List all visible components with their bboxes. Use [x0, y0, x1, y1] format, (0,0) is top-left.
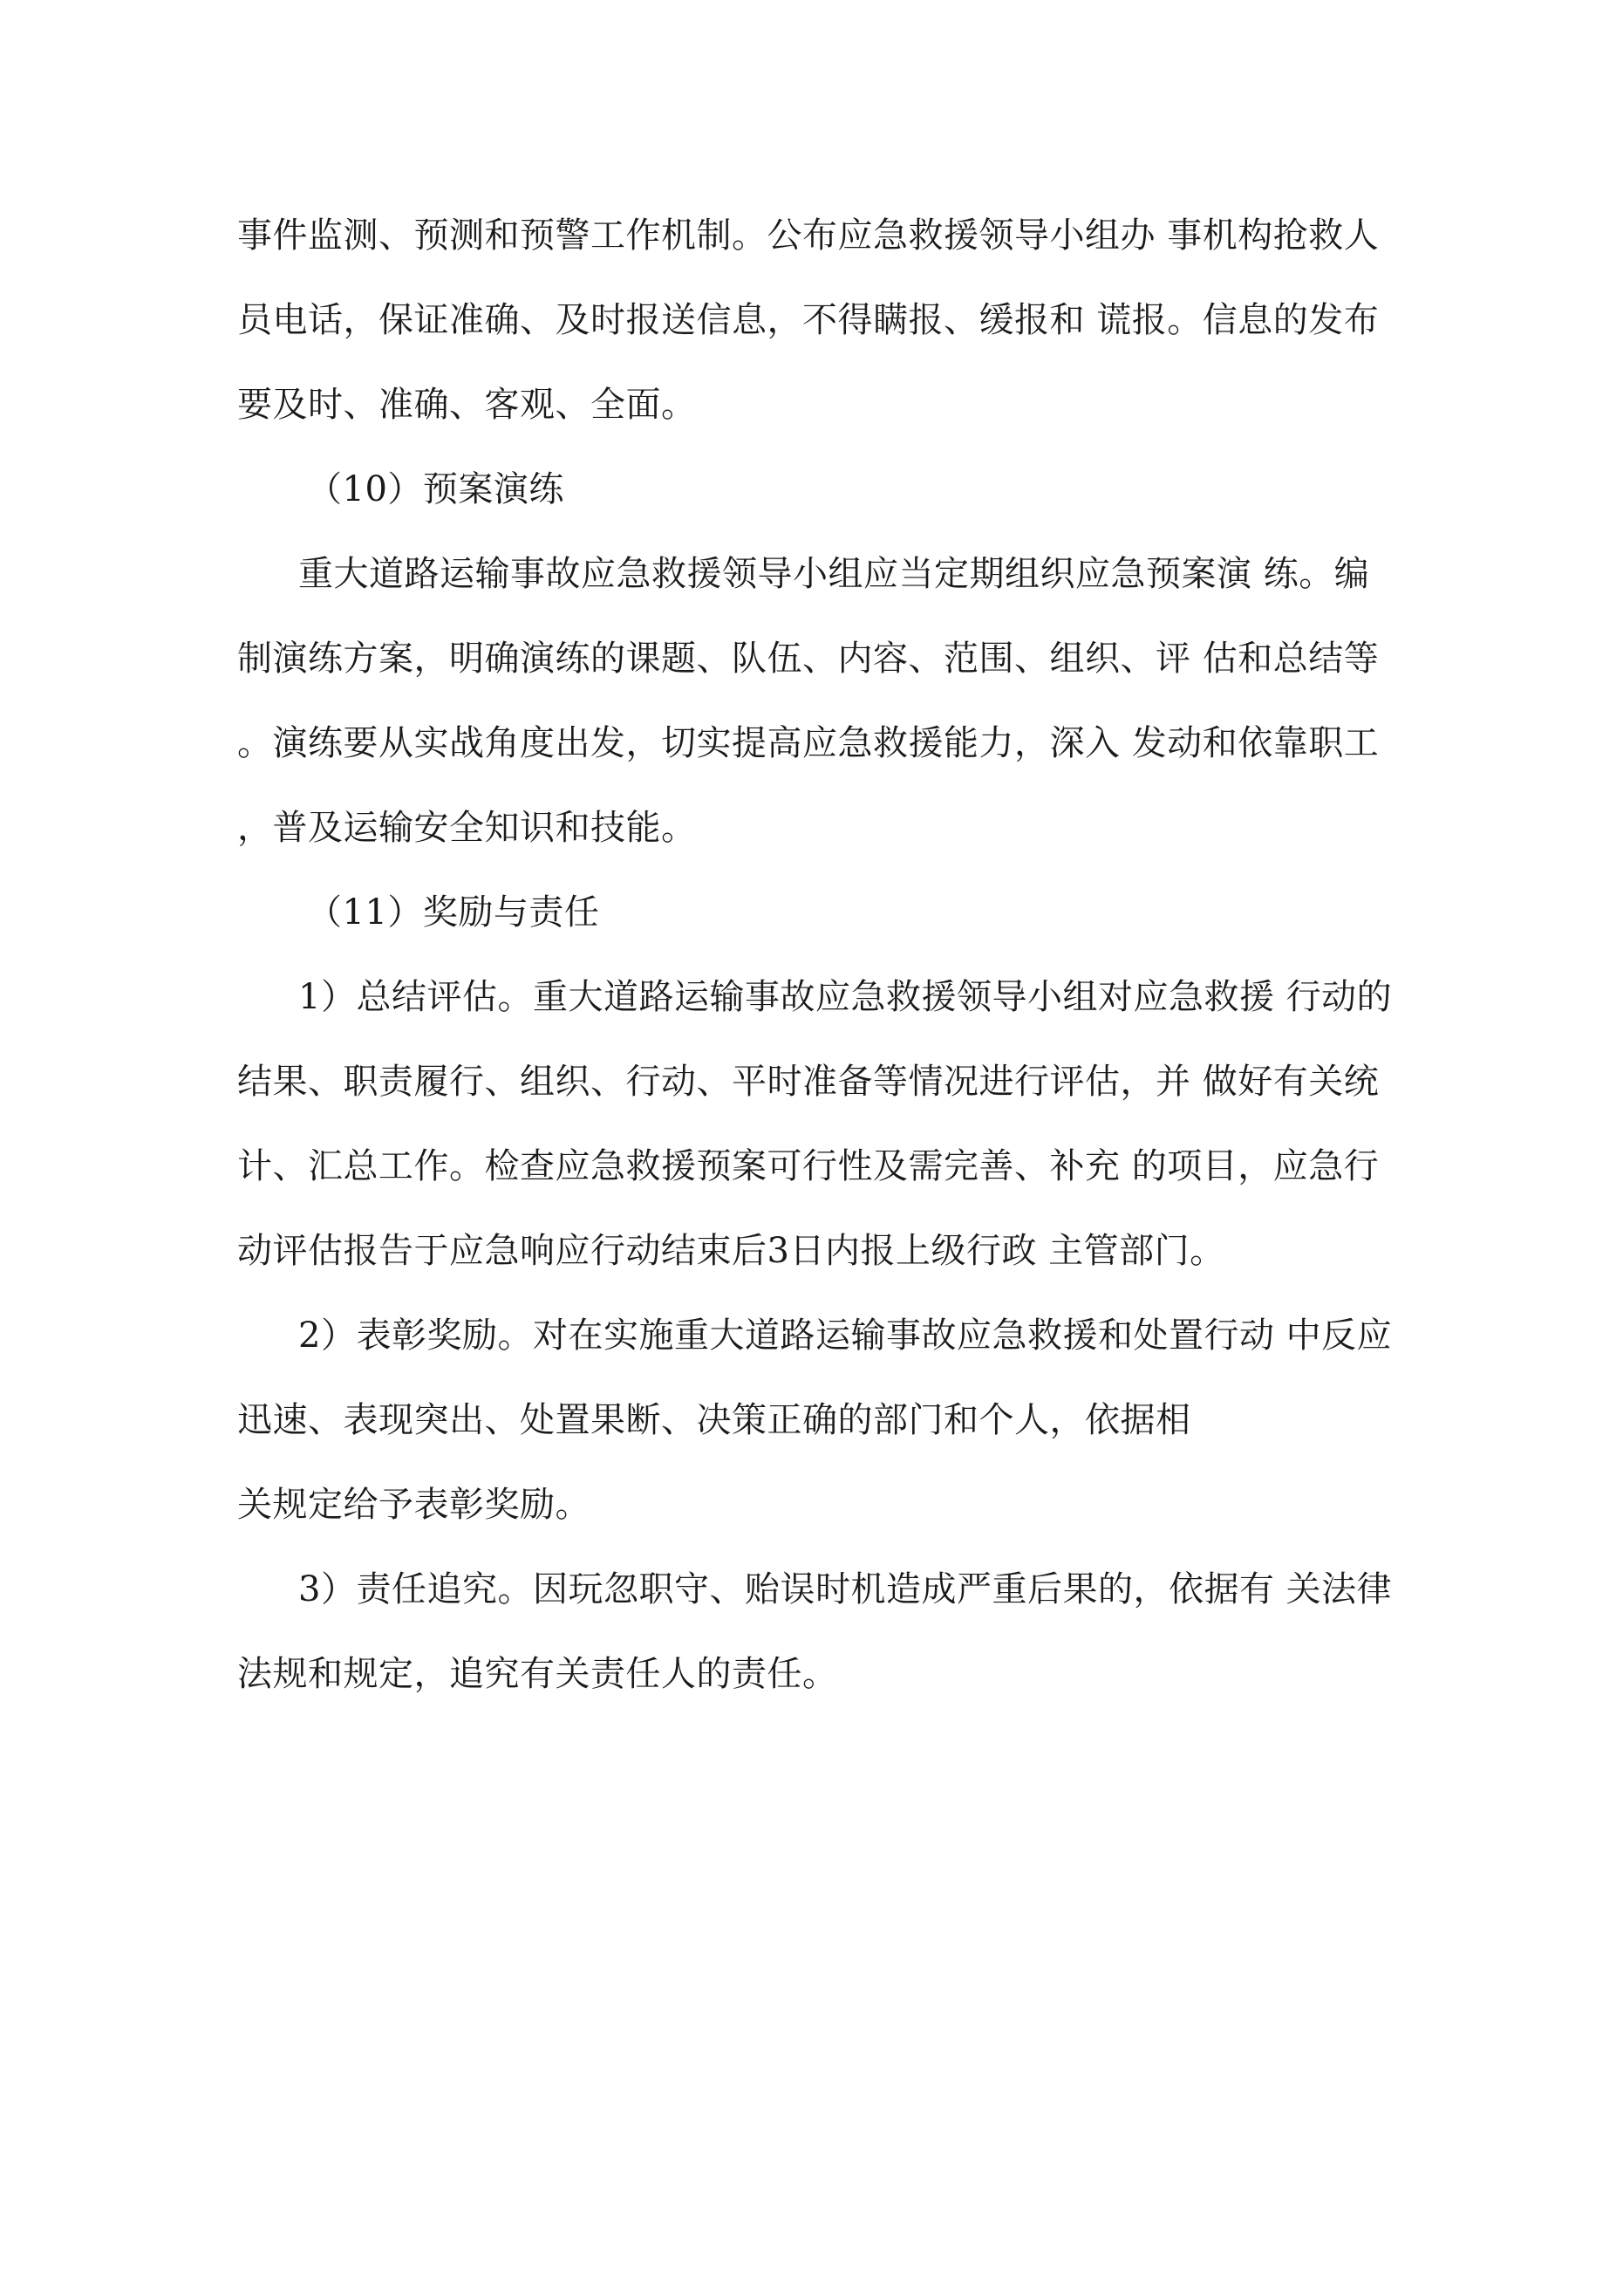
body-text-line: 关规定给予表彰奖励。 — [237, 1485, 590, 1525]
body-text-line: 计、汇总工作。检查应急救援预案可行性及需完善、补充 的项目，应急行 — [237, 1146, 1380, 1186]
body-text-line: 制演练方案，明确演练的课题、队伍、内容、范围、组织、评 估和总结等 — [237, 639, 1380, 679]
body-text-line: ，普及运输安全知识和技能。 — [237, 808, 697, 848]
section-heading: （10）预案演练 — [307, 469, 564, 509]
body-text-line: 2）表彰奖励。对在实施重大道路运输事故应急救援和处置行动 中反应 — [298, 1315, 1393, 1356]
body-text-line: 迅速、表现突出、处置果断、决策正确的部门和个人，依据相 — [237, 1400, 1191, 1440]
body-text-line: 。演练要从实战角度出发，切实提高应急救援能力，深入 发动和依靠职工 — [237, 723, 1380, 763]
body-text-line: 结果、职责履行、组织、行动、平时准备等情况进行评估，并 做好有关统 — [237, 1062, 1380, 1102]
body-text-line: 1）总结评估。重大道路运输事故应急救援领导小组对应急救援 行动的 — [298, 977, 1393, 1017]
body-text-line: 要及时、准确、客观、全面。 — [237, 385, 697, 425]
body-text-line: 员电话，保证准确、及时报送信息，不得瞒报、缓报和 谎报。信息的发布 — [237, 300, 1380, 340]
section-heading: （11）奖励与责任 — [307, 892, 600, 933]
body-text-line: 重大道路运输事故应急救援领导小组应当定期组织应急预案演 练。编 — [298, 554, 1370, 594]
body-text-line: 3）责任追究。因玩忽职守、贻误时机造成严重后果的，依据有 关法律 — [298, 1569, 1393, 1609]
body-text-line: 动评估报告于应急响应行动结束后3日内报上级行政 主管部门。 — [237, 1231, 1225, 1271]
body-text-line: 事件监测、预测和预警工作机制。公布应急救援领导小组办 事机构抢救人 — [237, 215, 1380, 256]
body-text-line: 法规和规定，追究有关责任人的责任。 — [237, 1654, 838, 1694]
